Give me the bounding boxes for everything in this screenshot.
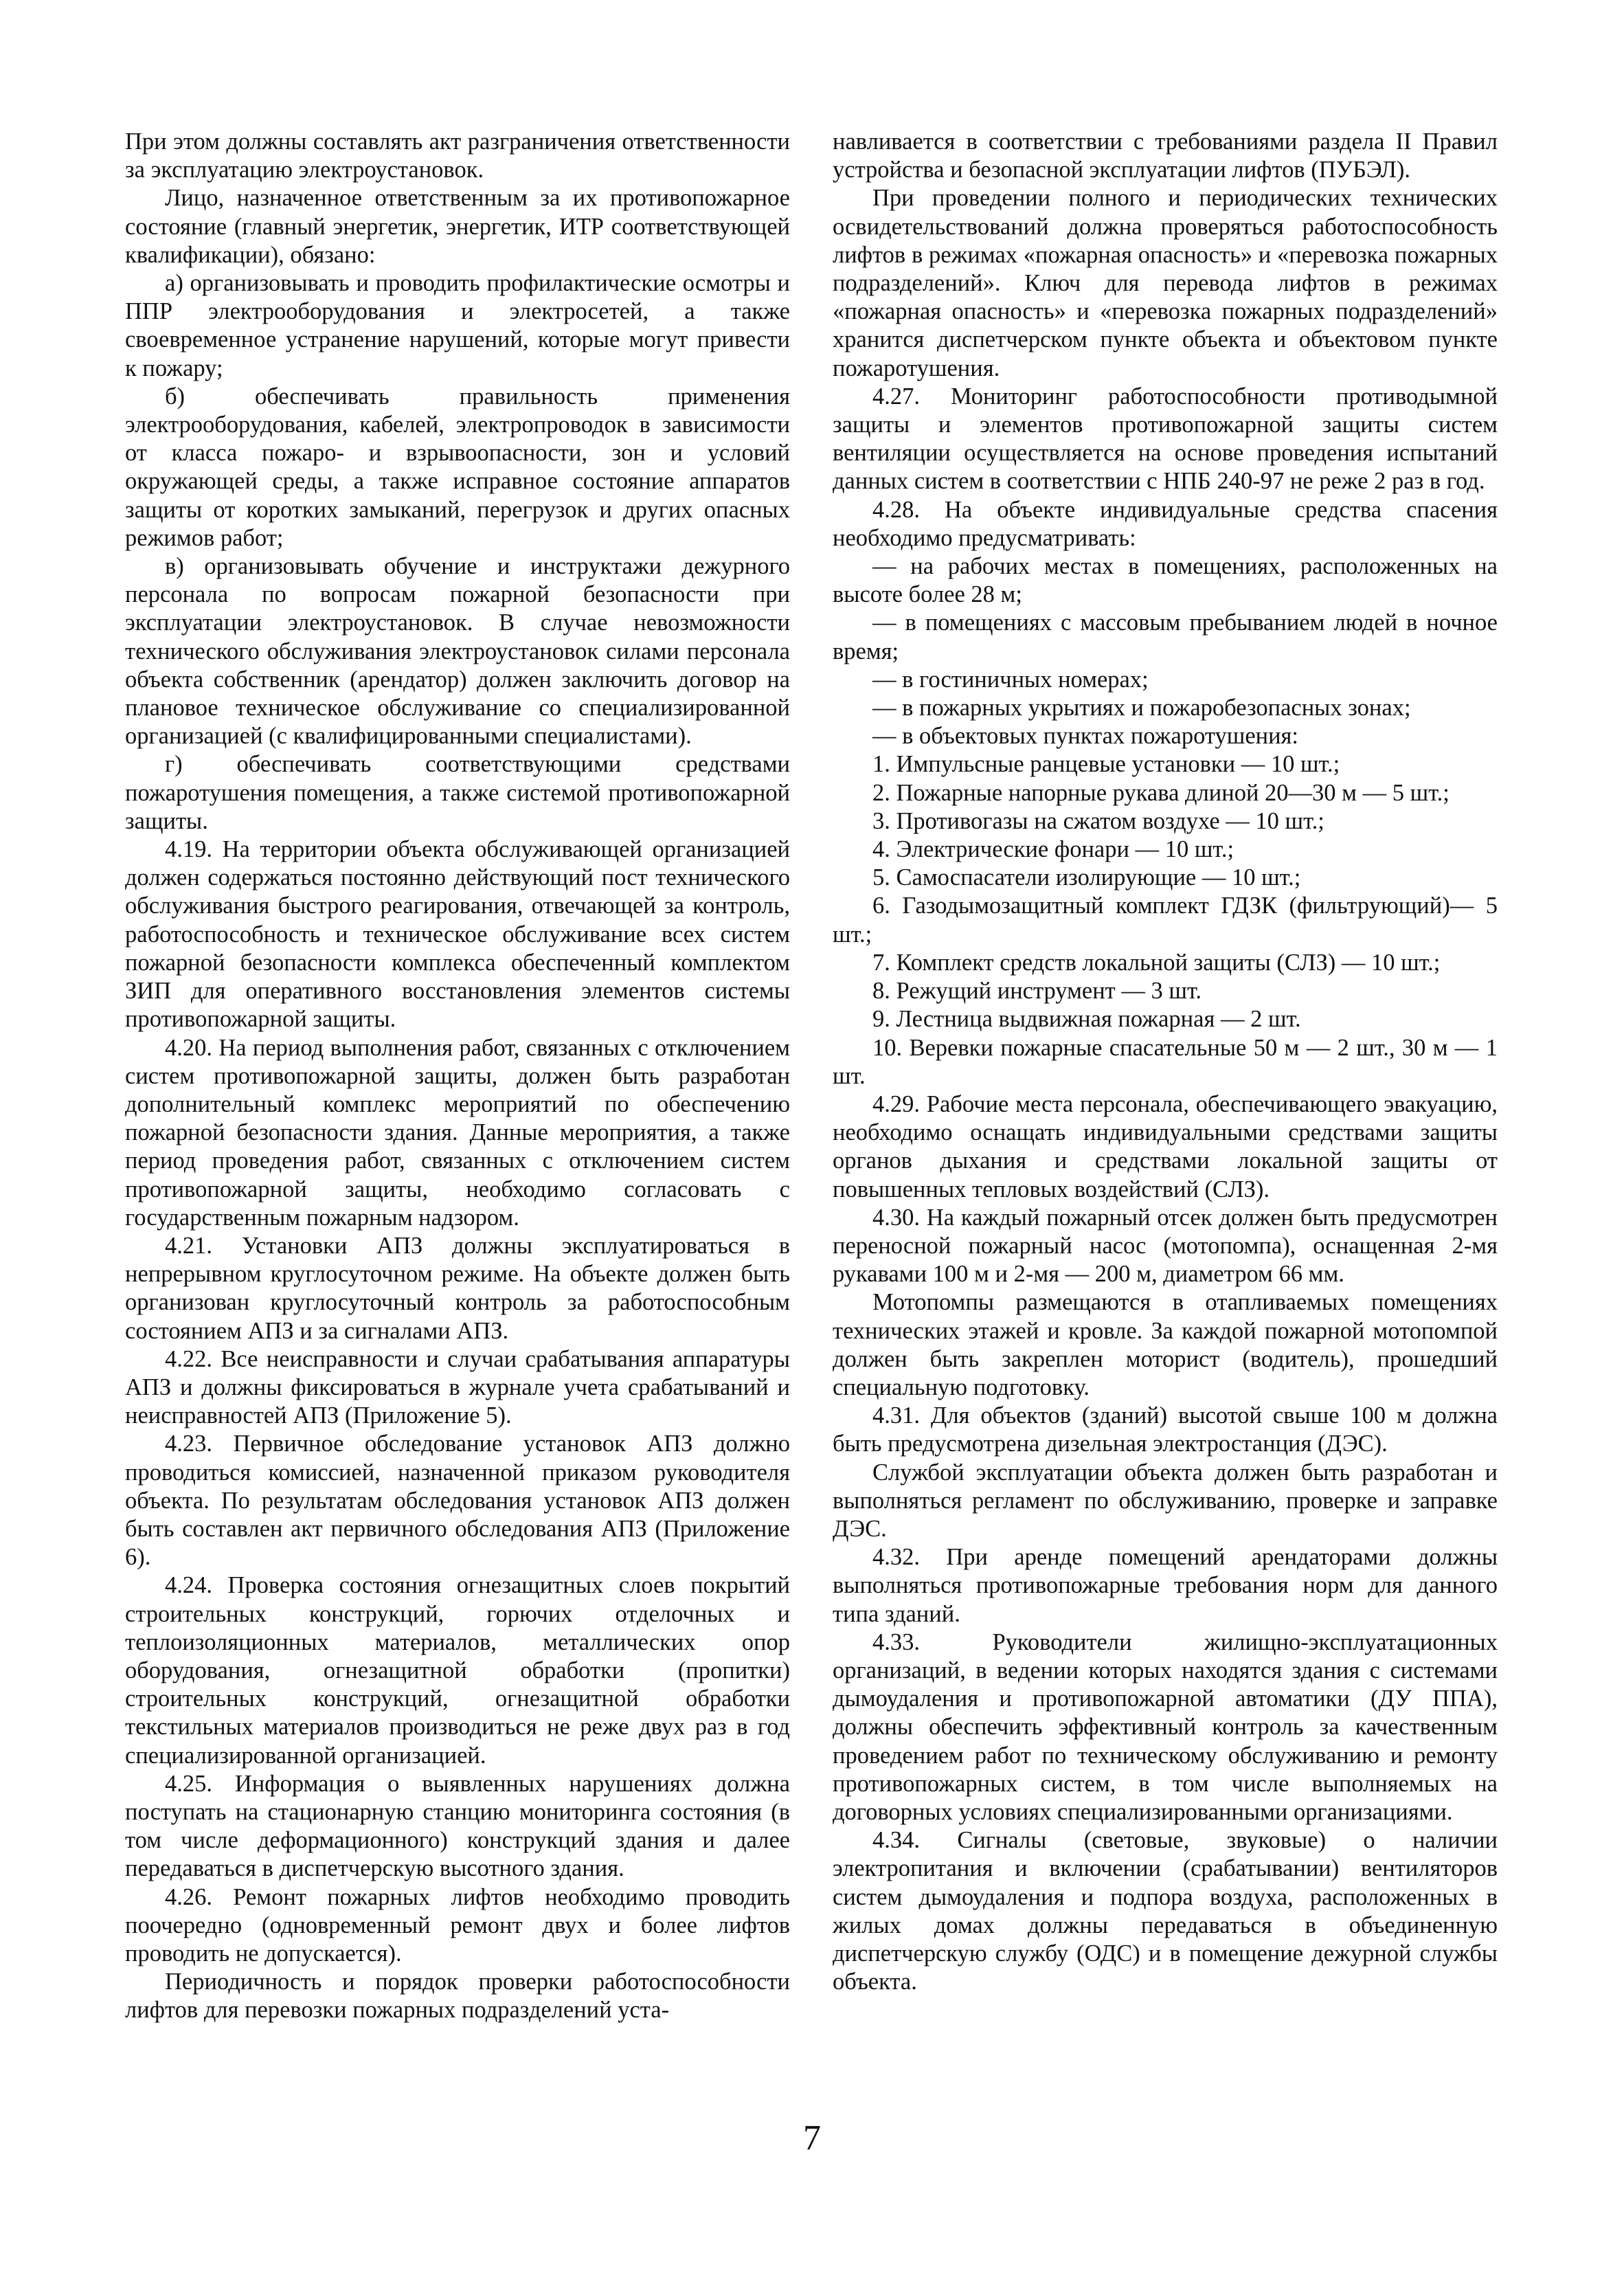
paragraph: навливается в соответствии с требованиями раздела II Правил устройства и безопасной эксплуатации лифтов (ПУБЭЛ). xyxy=(833,128,1498,183)
paragraph: Лицо, назначенное ответственным за их противопожарное состояние (главный энергетик, энергетик, ИТР соответствующей квалификации), обязано: xyxy=(125,185,790,268)
page-number: 7 xyxy=(803,2118,821,2158)
paragraph: 9. Лестница выдвижная пожарная — 2 шт. xyxy=(872,1006,1301,1033)
paragraph: 4.32. При аренде помещений арендаторами должны выполняться противопожарные требования норм для данного типа зданий. xyxy=(833,1544,1498,1627)
paragraph: 7. Комплект средств локальной защиты (СЛЗ) — 10 шт.; xyxy=(872,949,1441,976)
paragraph: 4.20. На период выполнения работ, связанных с отключением систем противопожарной защиты, должен быть разработан дополнительный комплекс мероприятий по обеспечению пожарной безопасности здания. Данные мероприятия, а также период проведения работ, связанных с отключением систем противопожарной защиты, необходимо согласовать с государственным пожарным надзором. xyxy=(125,1034,790,1231)
paragraph: г) обеспечивать соответствующими средствами пожаротушения помещения, а также системой противопожарной защиты. xyxy=(125,751,790,834)
paragraph: 4.21. Установки АПЗ должны эксплуатироваться в непрерывном круглосуточном режиме. На объекте должен быть организован круглосуточный контроль за работоспособным состоянием АПЗ и за сигналами АПЗ. xyxy=(125,1232,790,1344)
paragraph: Мотопомпы размещаются в отапливаемых помещениях технических этажей и кровле. За каждой пожарной мотопомпой должен быть закреплен моторист (водитель), прошедший специальную подготовку. xyxy=(833,1289,1498,1400)
paragraph: — в объектовых пунктах пожаротушения: xyxy=(872,723,1299,750)
paragraph: б) обеспечивать правильность применения электрооборудования, кабелей, электропроводок в зависимости от класса пожаро- и взрывоопасности, зон и условий окружающей среды, а также исправное состояние аппаратов защиты от коротких замыканий, перегрузок и других опасных режимов работ; xyxy=(125,383,790,551)
paragraph: Периодичность и порядок проверки работоспособности лифтов для перевозки пожарных подразделений уста- xyxy=(125,1969,790,2024)
paragraph: — на рабочих местах в помещениях, расположенных на высоте более 28 м; xyxy=(833,553,1498,608)
paragraph: 4.24. Проверка состояния огнезащитных слоев покрытий строительных конструкций, горючих отделочных и теплоизоляционных материалов, металлических опор оборудования, огнезащитной обработки (пропитки) строительных конструкций, огнезащитной обработки текстильных материалов производиться не реже двух раз в год специализированной организацией. xyxy=(125,1572,790,1769)
paragraph: 10. Веревки пожарные спасательные 50 м — 2 шт., 30 м — 1 шт. xyxy=(833,1034,1498,1089)
paragraph: — в пожарных укрытиях и пожаробезопасных зонах; xyxy=(872,695,1411,721)
paragraph: 2. Пожарные напорные рукава длиной 20—30 м — 5 шт.; xyxy=(872,779,1450,806)
paragraph: 4. Электрические фонари — 10 шт.; xyxy=(872,836,1234,863)
paragraph: 4.30. На каждый пожарный отсек должен быть предусмотрен переносной пожарный насос (мотопомпа), оснащенная 2-мя рукавами 100 м и 2-мя — 200 м, диаметром 66 мм. xyxy=(833,1204,1498,1288)
paragraph: 4.28. На объекте индивидуальные средства спасения необходимо предусматривать: xyxy=(833,496,1498,551)
paragraph: а) организовывать и проводить профилактические осмотры и ППР электрооборудования и электросетей, а также своевременное устранение нарушений, которые могут привести к пожару; xyxy=(125,270,790,381)
paragraph: 8. Режущий инструмент — 3 шт. xyxy=(872,978,1202,1005)
right-text-column xyxy=(833,128,1498,1996)
paragraph: 4.29. Рабочие места персонала, обеспечивающего эвакуацию, необходимо оснащать индивидуальными средствами защиты органов дыхания и средствами локальной защиты от повышенных тепловых воздействий (СЛЗ). xyxy=(833,1090,1498,1202)
paragraph: 4.23. Первичное обследование установок АПЗ должно проводиться комиссией, назначенной приказом руководителя объекта. По результатам обследования установок АПЗ должен быть составлен акт первичного обследования АПЗ (Приложение 6). xyxy=(125,1431,790,1571)
paragraph: 4.33. Руководители жилищно-эксплуатационных организаций, в ведении которых находятся здания с системами дымоудаления и противопожарной автоматики (ДУ ППА), должны обеспечить эффективный контроль за качественным проведением работ по техническому обслуживанию и ремонту противопожарных систем, в том числе выполняемых на договорных условиях специализированными организациями. xyxy=(833,1628,1498,1825)
paragraph: 4.27. Мониторинг работоспособности противодымной защиты и элементов противопожарной защиты систем вентиляции осуществляется на основе проведения испытаний данных систем в соответствии с НПБ 240-97 не реже 2 раз в год. xyxy=(833,383,1498,495)
paragraph: 4.19. На территории объекта обслуживающей организацией должен содержаться постоянно действующий пост технического обслуживания быстрого реагирования, отвечающей за контроль, работоспособность и техническое обслуживание всех систем пожарной безопасности комплекса обеспеченный комплектом ЗИП для оперативного восстановления элементов системы противопожарной защиты. xyxy=(125,836,790,1033)
paragraph: При проведении полного и периодических технических освидетельствований должна проверяться работоспособность лифтов в режимах «пожарная опасность» и «перевозка пожарных подразделений». Ключ для перевода лифтов в режимах «пожарная опасность» и «перевозка пожарных подразделений» хранится диспетчерском пункте объекта и объектовом пункте пожаротушения. xyxy=(833,185,1498,381)
paragraph: При этом должны составлять акт разграничения ответственности за эксплуатацию электроустановок. xyxy=(125,128,790,183)
paragraph: 1. Импульсные ранцевые установки — 10 шт.; xyxy=(872,751,1340,778)
paragraph: 3. Противогазы на сжатом воздухе — 10 шт.; xyxy=(872,807,1324,834)
paragraph: Службой эксплуатации объекта должен быть разработан и выполняться регламент по обслуживанию, проверке и заправке ДЭС. xyxy=(833,1459,1498,1542)
paragraph: 6. Газодымозащитный комплект ГДЗК (фильтрующий)— 5 шт.; xyxy=(833,893,1498,948)
paragraph: — в помещениях с массовым пребыванием людей в ночное время; xyxy=(833,609,1498,664)
left-text-column xyxy=(125,128,790,2025)
paragraph: 4.25. Информация о выявленных нарушениях должна поступать на стационарную станцию мониторинга состояния (в том числе деформационного) конструкций здания и далее передаваться в диспетчерскую высотного здания. xyxy=(125,1770,790,1882)
paragraph: 4.22. Все неисправности и случаи срабатывания аппаратуры АПЗ и должны фиксироваться в журнале учета срабатываний и неисправностей АПЗ (Приложение 5). xyxy=(125,1345,790,1429)
paragraph: в) организовывать обучение и инструктажи дежурного персонала по вопросам пожарной безопасности при эксплуатации электроустановок. В случае невозможности технического обслуживания электроустановок силами персонала объекта собственник (арендатор) должен заключить договор на плановое техническое обслуживание со специализированной организацией (с квалифицированными специалистами). xyxy=(125,553,790,750)
paragraph: 5. Самоспасатели изолирующие — 10 шт.; xyxy=(872,864,1301,891)
paragraph: 4.34. Сигналы (световые, звуковые) о наличии электропитания и включении (срабатывании) вентиляторов систем дымоудаления и подпора воздуха, расположенных в жилых домах должны передаваться в объединенную диспетчерскую службу (ОДС) и в помещение дежурной службы объекта. xyxy=(833,1827,1498,1995)
paragraph: 4.26. Ремонт пожарных лифтов необходимо проводить поочередно (одновременный ремонт двух и более лифтов проводить не допускается). xyxy=(125,1883,790,1967)
paragraph: 4.31. Для объектов (зданий) высотой свыше 100 м должна быть предусмотрена дизельная электростанция (ДЭС). xyxy=(833,1402,1498,1457)
paragraph: — в гостиничных номерах; xyxy=(872,666,1149,693)
